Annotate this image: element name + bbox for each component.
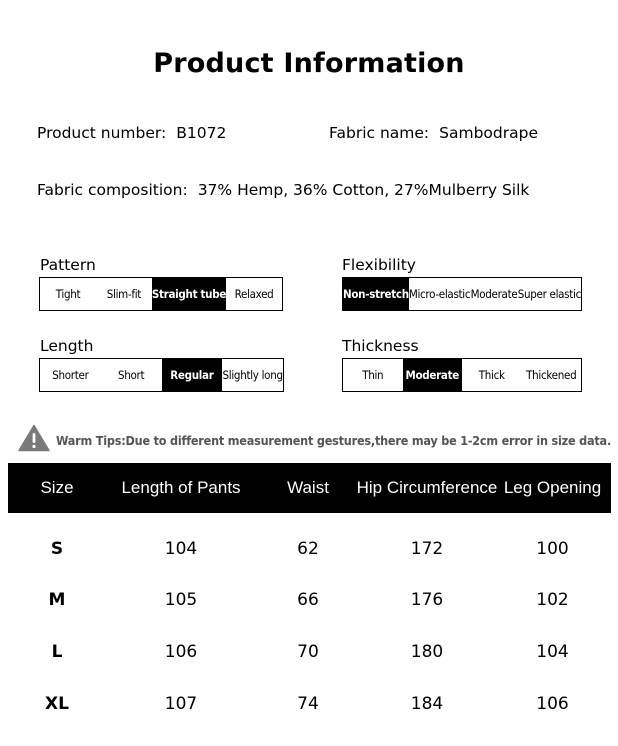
warm-tips bbox=[18, 424, 611, 457]
pattern-option-relaxed: Relaxed bbox=[234, 287, 274, 301]
fabric-name bbox=[329, 124, 538, 142]
thickness-option-thickened: Thickened bbox=[526, 368, 577, 382]
cell-length-of-pants: 104 bbox=[164, 539, 198, 559]
header-size: Size bbox=[40, 478, 74, 497]
product-number-label: Product number: bbox=[37, 124, 167, 142]
length-scale bbox=[39, 358, 284, 392]
cell-waist: 70 bbox=[297, 642, 319, 662]
fabric-name-value: Sambodrape bbox=[439, 124, 538, 142]
fabric-name-label: Fabric name: bbox=[329, 124, 430, 142]
fabric-composition-value: 37% Hemp, 36% Cotton, 27%Mulberry Silk bbox=[197, 181, 530, 199]
cell-size: S bbox=[50, 539, 64, 559]
table-row bbox=[8, 626, 611, 678]
flexibility-label: Flexibility bbox=[342, 256, 416, 274]
fabric-composition bbox=[37, 181, 529, 199]
header-length-of-pants: Length of Pants bbox=[121, 478, 241, 497]
cell-size: XL bbox=[45, 694, 69, 714]
header-leg-opening: Leg Opening bbox=[503, 478, 602, 497]
pattern-option-straight-tube: Straight tube bbox=[152, 278, 226, 310]
cell-size: M bbox=[48, 590, 66, 610]
cell-hip-circumference: 172 bbox=[410, 539, 444, 559]
cell-waist: 66 bbox=[297, 590, 319, 610]
length-option-short: Short bbox=[117, 368, 145, 382]
pattern-option-tight: Tight bbox=[55, 287, 81, 301]
cell-length-of-pants: 107 bbox=[164, 694, 198, 714]
table-row bbox=[8, 523, 611, 575]
length-option-regular: Regular bbox=[162, 359, 223, 391]
length-option-shorter: Shorter bbox=[52, 368, 89, 382]
cell-waist: 74 bbox=[297, 694, 319, 714]
pattern-scale bbox=[39, 277, 283, 311]
thickness-label: Thickness bbox=[342, 337, 419, 355]
warm-tips-text: Warm Tips:Due to different measurement gestures,there may be 1-2cm error in size data. bbox=[56, 433, 612, 448]
header-hip-circumference: Hip Circumference bbox=[356, 478, 498, 497]
table-row bbox=[8, 574, 611, 626]
length-label: Length bbox=[40, 337, 94, 355]
size-table-header bbox=[8, 463, 611, 513]
pattern-label: Pattern bbox=[40, 256, 96, 274]
table-row bbox=[8, 678, 611, 730]
flexibility-option-micro-elastic: Micro-elastic bbox=[408, 287, 471, 301]
thickness-option-moderate: Moderate bbox=[403, 359, 463, 391]
cell-waist: 62 bbox=[297, 539, 319, 559]
flexibility-option-non-stretch: Non-stretch bbox=[343, 278, 409, 310]
cell-hip-circumference: 180 bbox=[410, 642, 444, 662]
cell-hip-circumference: 184 bbox=[410, 694, 444, 714]
thickness-scale bbox=[342, 358, 582, 392]
flexibility-option-super-elastic: Super elastic bbox=[517, 287, 581, 301]
page-title: Product Information bbox=[153, 48, 465, 79]
product-number-value: B1072 bbox=[176, 124, 227, 142]
cell-leg-opening: 106 bbox=[536, 694, 569, 714]
flexibility-option-moderate: Moderate bbox=[470, 287, 518, 301]
cell-length-of-pants: 106 bbox=[164, 642, 198, 662]
length-option-slightly-long: Slightly long bbox=[222, 368, 283, 382]
product-number bbox=[37, 124, 226, 142]
cell-leg-opening: 104 bbox=[536, 642, 569, 662]
flexibility-scale bbox=[342, 277, 582, 311]
cell-leg-opening: 102 bbox=[536, 590, 569, 610]
warning-triangle-icon bbox=[18, 424, 50, 457]
thickness-option-thin: Thin bbox=[362, 368, 384, 382]
fabric-composition-label: Fabric composition: bbox=[37, 181, 188, 199]
header-waist: Waist bbox=[287, 478, 329, 497]
thickness-option-thick: Thick bbox=[478, 368, 505, 382]
cell-length-of-pants: 105 bbox=[164, 590, 198, 610]
cell-leg-opening: 100 bbox=[536, 539, 569, 559]
cell-size: L bbox=[51, 642, 63, 662]
pattern-option-slim-fit: Slim-fit bbox=[106, 287, 142, 301]
cell-hip-circumference: 176 bbox=[410, 590, 444, 610]
